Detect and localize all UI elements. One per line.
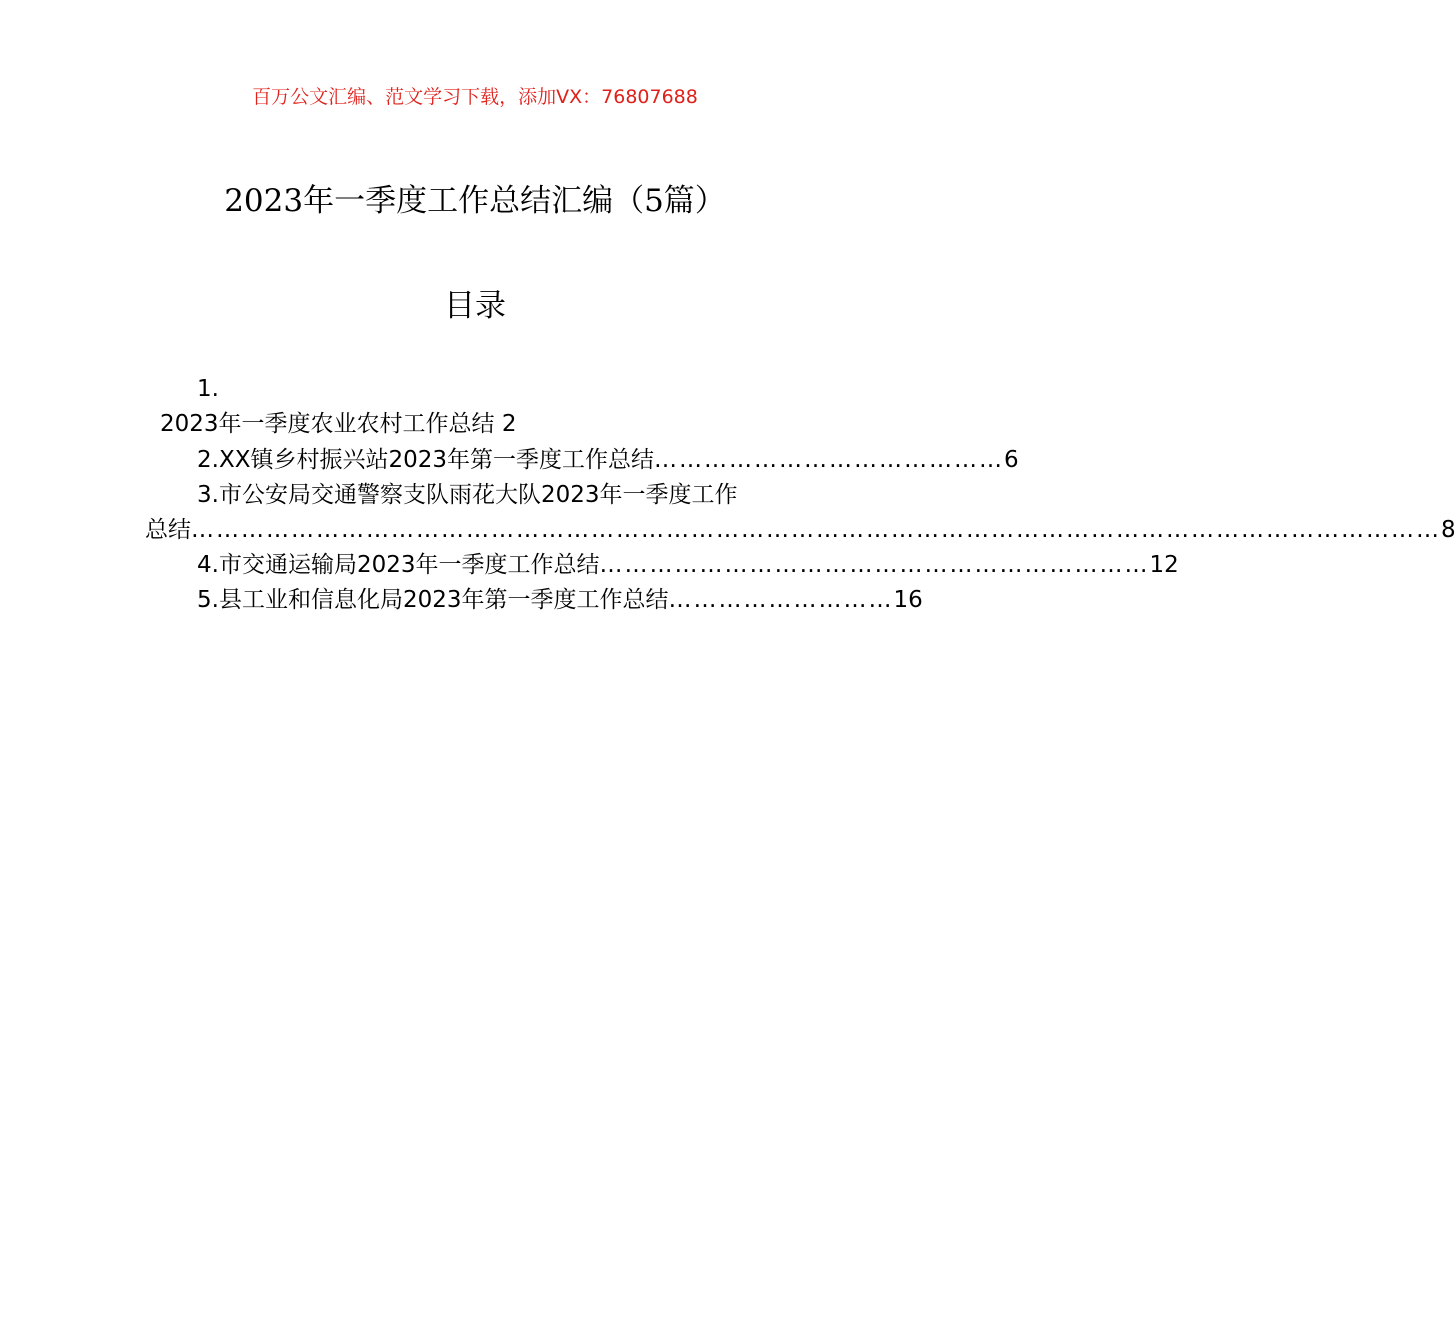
toc-entry-1-page: 2 [501, 411, 517, 437]
toc-entry-2[interactable] [197, 444, 1019, 476]
document-title: 2023年一季度工作总结汇编（5篇） [224, 183, 726, 219]
toc-leader-dots: …………………………………………………………………………………………………………………………………… [191, 517, 1441, 543]
toc-entry-1-number[interactable]: 1. [197, 376, 219, 402]
toc-entry-3-text: 总结 [145, 517, 191, 543]
toc-leader-dots: ……………………… [668, 587, 894, 613]
download-notice: 百万公文汇编、范文学习下载，添加VX：76807688 [252, 86, 698, 108]
toc-entry-2-text: 2.XX镇乡村振兴站2023年第一季度工作总结 [197, 447, 654, 473]
toc-entry-5-page: 16 [893, 587, 923, 613]
toc-entry-1-text: 2023年一季度农业农村工作总结 [160, 411, 495, 437]
toc-entry-4[interactable] [197, 549, 1179, 581]
toc-leader-dots: ………………………………………………………… [599, 552, 1150, 578]
toc-entry-1[interactable] [160, 408, 517, 440]
toc-entry-5[interactable] [197, 584, 923, 616]
toc-leader-dots: …………………………………… [654, 447, 1004, 473]
toc-entry-4-page: 12 [1149, 552, 1179, 578]
toc-entry-4-text: 4.市交通运输局2023年一季度工作总结 [197, 552, 600, 578]
toc-entry-3-line-1[interactable]: 3.市公安局交通警察支队雨花大队2023年一季度工作 [197, 482, 738, 508]
toc-entry-5-text: 5.县工业和信息化局2023年第一季度工作总结 [197, 587, 669, 613]
toc-heading: 目录 [444, 288, 506, 324]
toc-entry-3-page: 8 [1441, 517, 1456, 543]
toc-entry-2-page: 6 [1004, 447, 1019, 473]
toc-entry-3[interactable] [145, 514, 1456, 546]
